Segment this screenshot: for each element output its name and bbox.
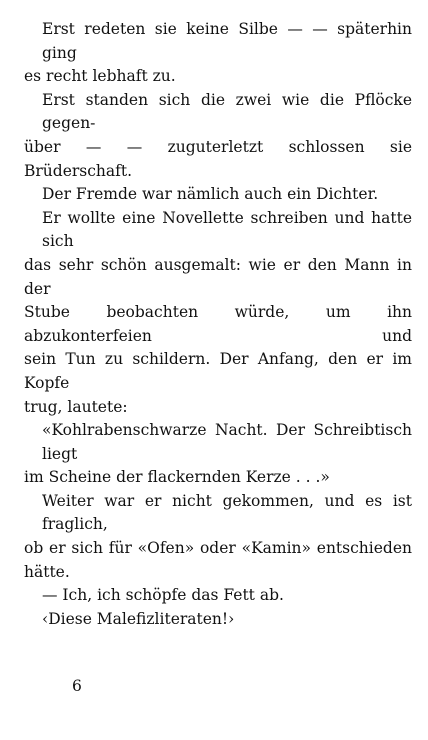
paragraph xyxy=(24,18,412,89)
text-line: trug, lautete: xyxy=(24,397,128,416)
body-text xyxy=(24,18,412,631)
text-line: es recht lebhaft zu. xyxy=(24,67,176,86)
text-line: ob er sich für «Ofen» oder «Kamin» entschieden hätte. xyxy=(24,539,412,581)
text-line: Erst standen sich die zwei wie die Pflöcke gegen- xyxy=(42,90,412,133)
paragraph xyxy=(24,207,412,419)
text-line: Der Fremde war nämlich auch ein Dichter. xyxy=(42,185,379,204)
text-line: über — — zuguterletzt schlossen sie Brüderschaft. xyxy=(24,137,412,180)
text-line: sein Tun zu schildern. Der Anfang, den er im Kopfe xyxy=(24,350,412,392)
paragraph xyxy=(24,89,412,183)
text-line: Erst redeten sie keine Silbe — — späterhin ging xyxy=(42,20,412,62)
text-line: Weiter war er nicht gekommen, und es ist fraglich, xyxy=(42,491,412,534)
text-line: im Scheine der flackernden Kerze . . .» xyxy=(24,468,330,487)
text-line: — Ich, ich schöpfe das Fett ab. xyxy=(42,586,284,605)
paragraph xyxy=(24,490,412,584)
text-line: ‹Diese Malefizliteraten!› xyxy=(42,609,235,628)
paragraph xyxy=(24,419,412,490)
text-line: Stube beobachten würde, um ihn abzukonterfeien und xyxy=(24,303,412,345)
paragraph xyxy=(24,584,412,608)
text-line: «Kohlrabenschwarze Nacht. Der Schreibtisch liegt xyxy=(42,421,412,463)
text-line: Er wollte eine Novellette schreiben und hatte sich xyxy=(42,208,412,251)
text-line: das sehr schön ausgemalt: wie er den Mann in der xyxy=(24,255,412,298)
paragraph xyxy=(24,608,412,632)
paragraph xyxy=(24,183,412,207)
page-number: 6 xyxy=(72,677,82,695)
